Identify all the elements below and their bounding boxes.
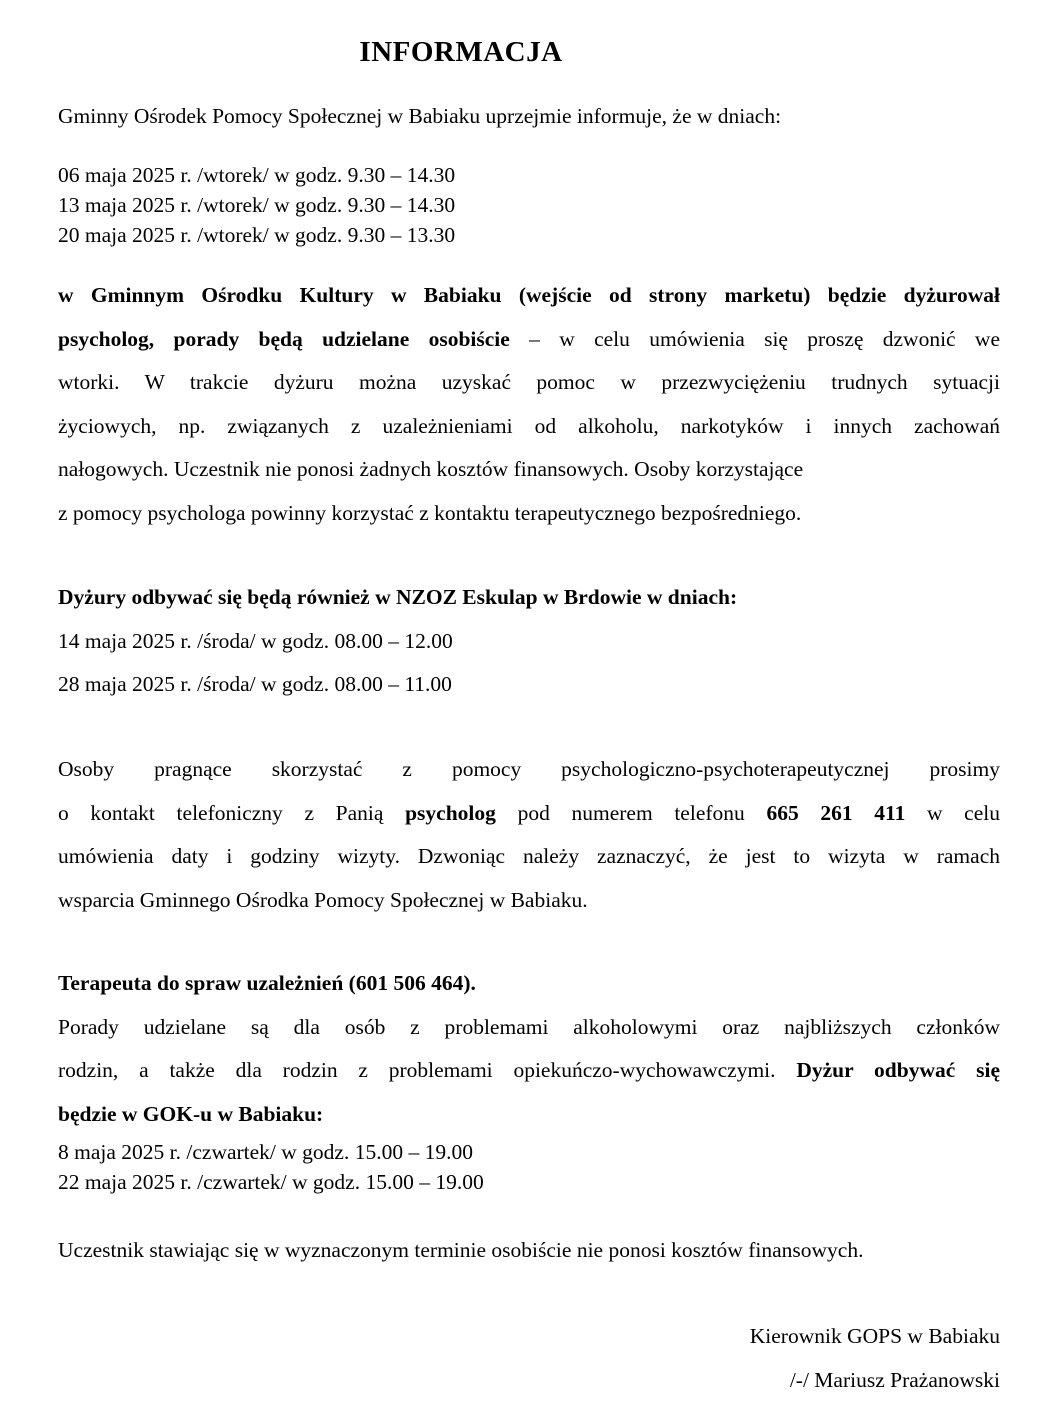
para-line: umówienia daty i godziny wizyty. Dzwoniąc należy zaznaczyć, że jest to wizyta w ramach (58, 844, 1000, 868)
bold-text: Dyżury odbywać się będą również w NZOZ Eskulap w Brdowie w dniach: (58, 585, 738, 609)
therapist-dates-list (58, 1137, 1000, 1197)
intro-text (58, 104, 1000, 129)
date-item: 28 maja 2025 r. /środa/ w godz. 08.00 – 11.00 (58, 672, 452, 696)
para-line (58, 792, 1000, 836)
nzoz-section (58, 576, 1000, 707)
date-item: 8 maja 2025 r. /czwartek/ w godz. 15.00 – 19.00 (58, 1140, 473, 1164)
date-item: 13 maja 2025 r. /wtorek/ w godz. 9.30 – 14.30 (58, 193, 456, 217)
bold-text: Dyżur odbywać się (796, 1058, 1000, 1082)
para-line: wtorki. W trakcie dyżuru można uzyskać pomoc w przezwyciężeniu trudnych sytuacji (58, 370, 1000, 394)
intro-line: Gminny Ośrodek Pomocy Społecznej w Babiaku uprzejmie informuje, że w dniach: (58, 104, 782, 128)
para-text: o kontakt telefoniczny z Panią (58, 800, 406, 825)
date-item: 20 maja 2025 r. /wtorek/ w godz. 9.30 – 13.30 (58, 223, 456, 247)
closing-text (58, 1238, 1000, 1263)
para-text: pod numerem telefonu (495, 800, 767, 825)
para-line: Osoby pragnące skorzystać z pomocy psychologiczno-psychoterapeutycznej prosimy (58, 757, 1000, 781)
date-item: 22 maja 2025 r. /czwartek/ w godz. 15.00 – 19.00 (58, 1170, 484, 1194)
para-text: – w celu umówienia się proszę dzwonić we (509, 326, 1000, 351)
date-item: 14 maja 2025 r. /środa/ w godz. 08.00 – 12.00 (58, 628, 453, 653)
date-item: 06 maja 2025 r. /wtorek/ w godz. 9.30 – 14.30 (58, 163, 456, 187)
bold-text: będzie w GOK-u w Babiaku: (58, 1101, 324, 1126)
para-text: w celu (905, 800, 1000, 825)
bold-text: psycholog, porady będą udzielane osobiście (58, 326, 510, 351)
para-line: nałogowych. Uczestnik nie ponosi żadnych kosztów finansowych. Osoby korzystające (58, 457, 804, 481)
para-line (58, 1049, 1000, 1093)
para-line: z pomocy psychologa powinny korzystać z kontaktu terapeutycznego bezpośredniego. (58, 500, 802, 525)
para-text: rodzin, a także dla rodzin z problemami opiekuńczo-wychowawczymi. (58, 1058, 797, 1082)
para-line (58, 274, 1000, 318)
psychologist-paragraph (58, 274, 1000, 535)
para-line: Porady udzielane są dla osób z problemami alkoholowymi oraz najbliższych członków (58, 1014, 1000, 1039)
nzoz-heading (58, 576, 1000, 620)
signature-role: Kierownik GOPS w Babiaku (749, 1324, 1000, 1348)
therapist-section (58, 962, 1000, 1136)
closing-line: Uczestnik stawiając się w wyznaczonym terminie osobiście nie ponosi kosztów finansowych. (58, 1238, 864, 1262)
bold-text: Terapeuta do spraw uzależnień (601 506 464). (58, 971, 476, 995)
contact-paragraph (58, 748, 1000, 922)
para-line (58, 318, 1000, 362)
para-line: wsparcia Gminnego Ośrodka Pomocy Społecznej w Babiaku. (58, 887, 588, 912)
therapist-heading (58, 962, 1000, 1006)
bold-text: w Gminnym Ośrodku Kultury w Babiaku (wejście od strony marketu) będzie dyżurował (58, 283, 1000, 307)
gok-dates-list (58, 160, 1000, 250)
para-line (58, 1093, 1000, 1137)
phone-number: 665 261 411 (766, 800, 906, 825)
bold-text: psycholog (405, 800, 496, 825)
document-title: INFORMACJA (359, 36, 563, 68)
para-line: życiowych, np. związanych z uzależnieniami od alkoholu, narkotyków i innych zachowań (58, 413, 1000, 438)
signature-name: /-/ Mariusz Prażanowski (789, 1368, 1000, 1392)
